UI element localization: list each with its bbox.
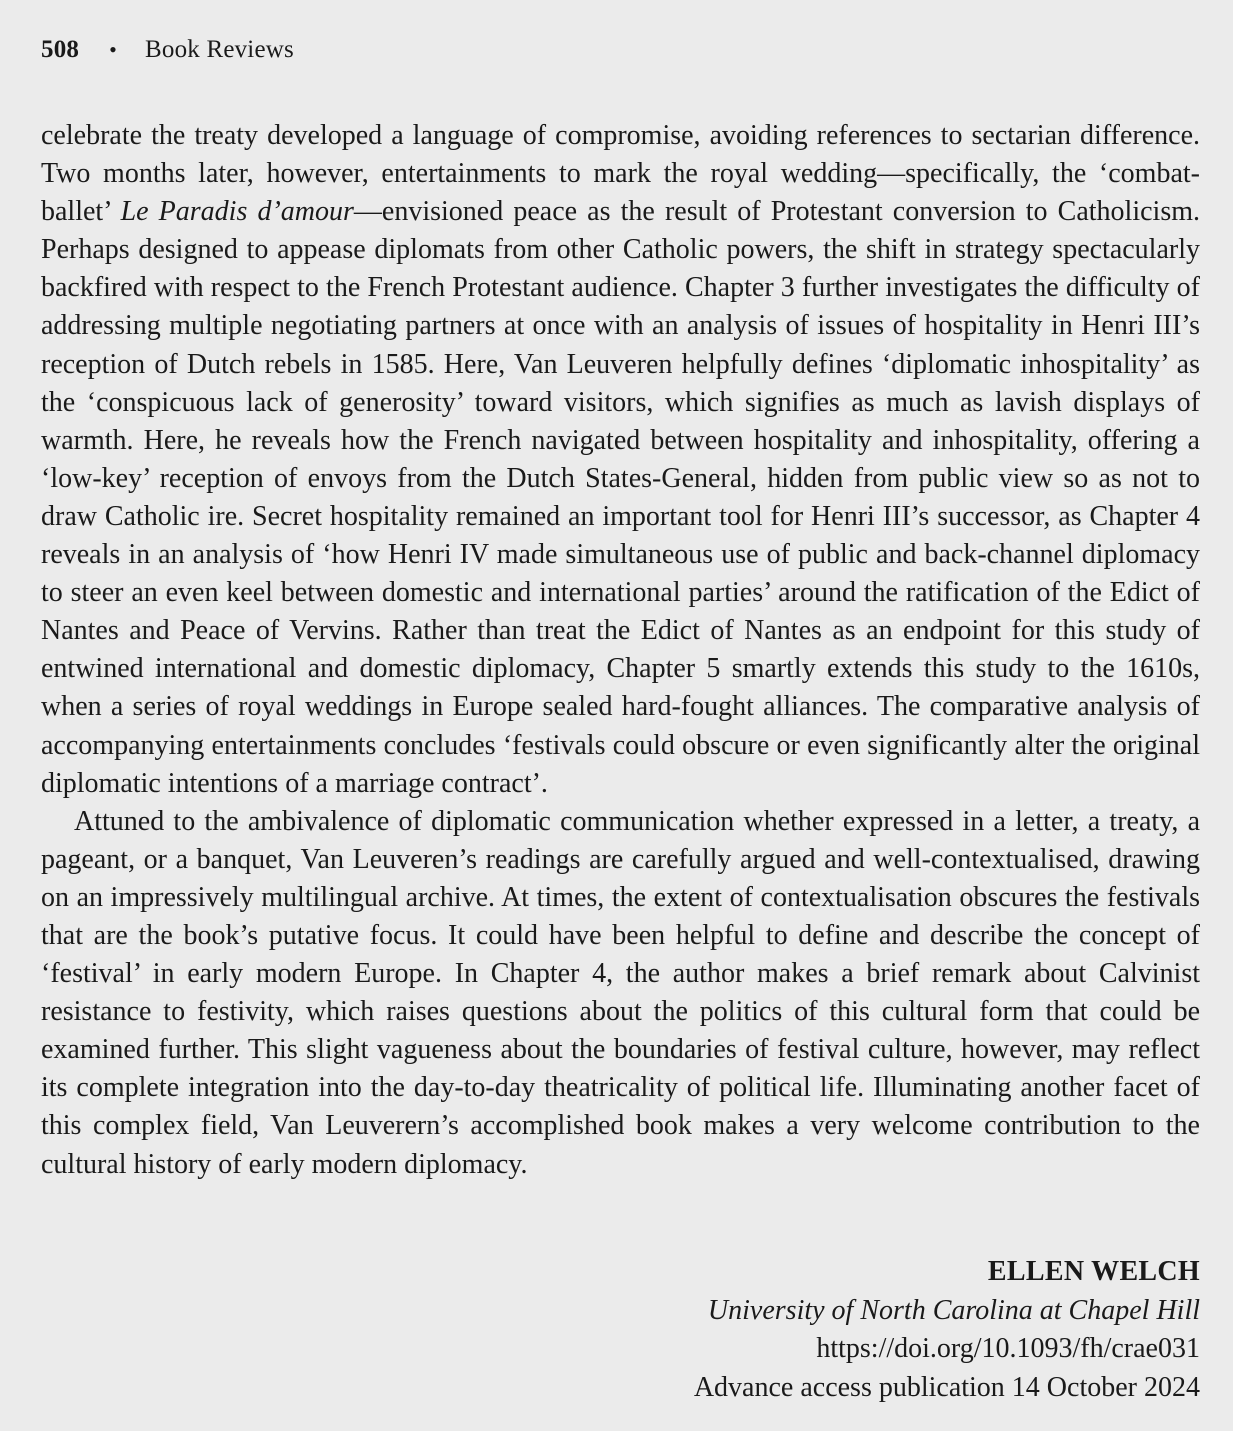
reviewer-affiliation: University of North Carolina at Chapel Hill bbox=[707, 1294, 1200, 1326]
running-head bbox=[41, 34, 294, 66]
work-title-italic: Le Paradis d’amour bbox=[120, 196, 354, 228]
section-title: Book Reviews bbox=[145, 36, 294, 63]
paragraph-1 bbox=[41, 117, 1200, 803]
reviewer-name: ELLEN WELCH bbox=[987, 1256, 1200, 1287]
paragraph-1-text-start: celebrate the treaty developed a language of compromise, avoiding references to sectarian difference. Two months later, however, entertainments to mark the royal wedding—specifically, the ‘combat-ballet’ bbox=[41, 120, 1200, 228]
paragraph-2: Attuned to the ambivalence of diplomatic communication whether expressed in a letter, a treaty, a pageant, or a banquet, Van Leuveren’s readings are carefully argued and well-contextualised, drawing on an impressively multilingual archive. At times, the extent of contextualisation obscures the festivals that are the book’s putative focus. It could have been helpful to define and describe the concept of ‘festival’ in early modern Europe. In Chapter 4, the author makes a brief remark about Calvinist resistance to festivity, which raises questions about the politics of this cultural form that could be examined further. This slight vagueness about the boundaries of festival culture, however, may reflect its complete integration into the day-to-day theatricality of political life. Illuminating another facet of this complex field, Van Leuverern’s accomplished book makes a very welcome contribution to the cultural history of early modern diplomacy. bbox=[41, 805, 1200, 1180]
review-body bbox=[41, 117, 1200, 1184]
separator-bullet: • bbox=[109, 37, 118, 62]
reviewer-signature bbox=[694, 1253, 1200, 1407]
paragraph-1-text-end: —envisioned peace as the result of Protestant conversion to Catholicism. Perhaps designed to appease diplomats from other Catholic powers, the shift in strategy spectacularly backfired with respect to the French Protestant audience. Chapter 3 further investigates the difficulty of addressing multiple negotiating partners at once with an analysis of issues of hospitality in Henri III’s reception of Dutch rebels in 1585. Here, Van Leuveren helpfully defines ‘diplomatic inhospitality’ as the ‘conspicuous lack of generosity’ toward visitors, which signifies as much as lavish displays of warmth. Here, he reveals how the French navigated between hospitality and inhospitality, offering a ‘low-key’ reception of envoys from the Dutch States-General, hidden from public view so as not to draw Catholic ire. Secret hospitality remained an important tool for Henri III’s successor, as Chapter 4 reveals in an analysis of ‘how Henri IV made simultaneous use of public and back-channel diplomacy to steer an even keel between domestic and international parties’ around the ratification of the Edict of Nantes and Peace of Vervins. Rather than treat the Edict of Nantes as an endpoint for this study of entwined international and domestic diplomacy, Chapter 5 smartly extends this study to the 1610s, when a series of royal weddings in Europe sealed hard-fought alliances. The comparative analysis of accompanying entertainments concludes ‘festivals could obscure or even significantly alter the original diplomatic intentions of a marriage contract’. bbox=[41, 196, 1200, 799]
publication-note: Advance access publication 14 October 2024 bbox=[693, 1371, 1200, 1403]
page-number: 508 bbox=[41, 36, 80, 63]
doi-link[interactable]: https://doi.org/10.1093/fh/crae031 bbox=[816, 1333, 1200, 1364]
